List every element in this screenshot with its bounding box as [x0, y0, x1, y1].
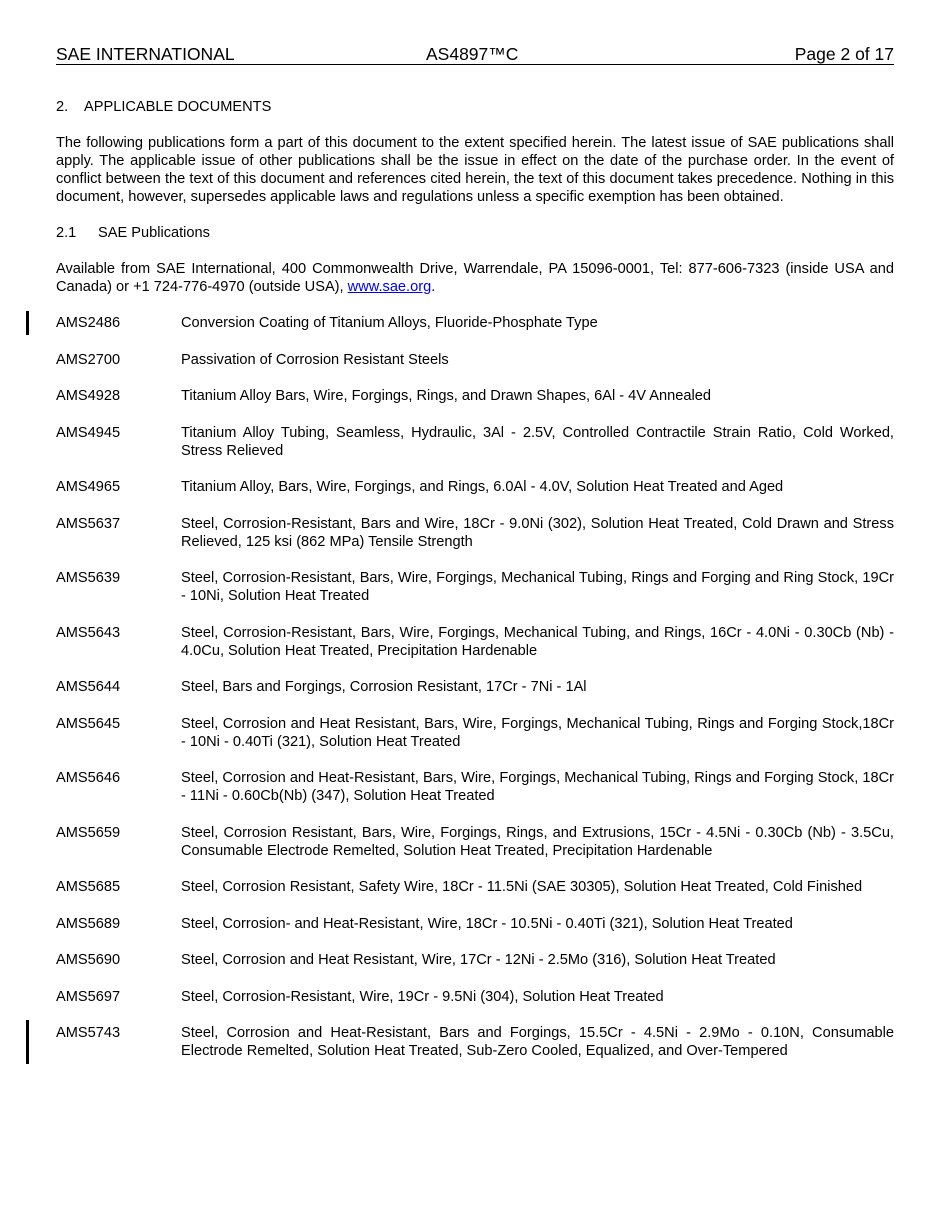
- page-header: [56, 44, 894, 65]
- reference-code: AMS4945: [56, 424, 121, 441]
- reference-code: AMS5685: [56, 879, 121, 895]
- reference-row: [56, 915, 894, 933]
- revision-change-bar: [26, 311, 29, 335]
- revision-change-bar: [26, 1020, 29, 1064]
- reference-code: AMS5697: [56, 988, 121, 1005]
- section-heading: [56, 98, 894, 116]
- reference-list: [56, 314, 894, 1060]
- reference-code: AMS5639: [56, 570, 121, 586]
- reference-title: Steel, Corrosion Resistant, Safety Wire, 18Cr - 11.5Ni (SAE 30305), Solution Heat Treated, Cold Finished: [181, 879, 863, 895]
- reference-code: AMS2700: [56, 351, 121, 368]
- subsection-heading: [56, 224, 894, 242]
- reference-code: AMS5637: [56, 515, 121, 532]
- header-org: SAE INTERNATIONAL: [56, 44, 235, 64]
- reference-title: Titanium Alloy Bars, Wire, Forgings, Rings, and Drawn Shapes, 6Al - 4V Annealed: [181, 388, 711, 404]
- reference-row: [56, 478, 894, 496]
- reference-row: [56, 351, 894, 369]
- reference-row: [56, 988, 894, 1006]
- reference-title: Titanium Alloy Tubing, Seamless, Hydraulic, 3Al - 2.5V, Controlled Contractile Strain Ratio, Cold Worked, Stress Relieved: [181, 424, 894, 459]
- reference-code: AMS5643: [56, 624, 121, 641]
- reference-code: AMS2486: [56, 315, 121, 331]
- reference-code: AMS5659: [56, 824, 121, 841]
- reference-title: Titanium Alloy, Bars, Wire, Forgings, and Rings, 6.0Al - 4.0V, Solution Heat Treated and Aged: [181, 479, 784, 495]
- reference-row: [56, 624, 894, 660]
- sae-website-link[interactable]: www.sae.org: [347, 279, 432, 295]
- reference-title: Steel, Corrosion and Heat-Resistant, Bars and Forgings, 15.5Cr - 4.5Ni - 2.9Mo - 0.10N, Consumable Electrode Remelted, Solution Heat Treated, Sub-Zero Cooled, Equalized, and Over-Tempered: [181, 1025, 894, 1059]
- reference-title: Steel, Corrosion-Resistant, Bars and Wire, 18Cr - 9.0Ni (302), Solution Heat Treated, Cold Drawn and Stress Relieved, 125 ksi (862 MPa) Tensile Strength: [181, 515, 894, 550]
- reference-row: [56, 387, 894, 405]
- reference-code: AMS5690: [56, 952, 121, 968]
- subsection-title: SAE Publications: [98, 225, 210, 241]
- reference-row: [56, 878, 894, 896]
- reference-title: Steel, Corrosion-Resistant, Wire, 19Cr - 9.5Ni (304), Solution Heat Treated: [181, 988, 664, 1005]
- document-body: [56, 98, 894, 1079]
- section-number: 2.: [56, 99, 69, 115]
- reference-title: Steel, Corrosion-Resistant, Bars, Wire, Forgings, Mechanical Tubing, Rings and Forging and Ring Stock, 19Cr - 10Ni, Solution Heat Treated: [181, 570, 894, 604]
- reference-title: Steel, Corrosion and Heat Resistant, Wire, 17Cr - 12Ni - 2.5Mo (316), Solution Heat Treated: [181, 952, 776, 968]
- reference-code: AMS5689: [56, 915, 121, 932]
- reference-row: [56, 569, 894, 605]
- reference-row: [56, 824, 894, 860]
- reference-title: Conversion Coating of Titanium Alloys, Fluoride-Phosphate Type: [181, 315, 598, 331]
- section-title: APPLICABLE DOCUMENTS: [84, 99, 272, 115]
- reference-row: [56, 715, 894, 751]
- reference-title: Steel, Bars and Forgings, Corrosion Resistant, 17Cr - 7Ni - 1Al: [181, 679, 587, 695]
- reference-row: [56, 424, 894, 460]
- reference-title: Steel, Corrosion and Heat-Resistant, Bars, Wire, Forgings, Mechanical Tubing, Rings and Forging Stock, 18Cr - 11Ni - 0.60Cb(Nb) (347), Solution Heat Treated: [181, 770, 894, 804]
- reference-row: [56, 769, 894, 805]
- availability-paragraph: [56, 260, 894, 296]
- reference-row: [56, 314, 894, 332]
- reference-title: Passivation of Corrosion Resistant Steels: [181, 351, 449, 368]
- subsection-number: 2.1: [56, 225, 77, 241]
- header-page-number: Page 2 of 17: [794, 44, 894, 64]
- reference-code: AMS5646: [56, 770, 121, 786]
- reference-code: AMS5644: [56, 679, 121, 695]
- reference-row: [56, 678, 894, 696]
- reference-title: Steel, Corrosion Resistant, Bars, Wire, Forgings, Rings, and Extrusions, 15Cr - 4.5Ni - 0.30Cb (Nb) - 3.5Cu, Consumable Electrode Remelted, Solution Heat Treated, Precipitation Hardenable: [181, 824, 894, 859]
- reference-title: Steel, Corrosion-Resistant, Bars, Wire, Forgings, Mechanical Tubing, and Rings, 16Cr - 4.0Ni - 0.30Cb (Nb) - 4.0Cu, Solution Heat Treated, Precipitation Hardenable: [181, 624, 894, 659]
- section-paragraph: The following publications form a part of this document to the extent specified herein. The latest issue of SAE publications shall apply. The applicable issue of other publications shall be the issue in effect on the date of the purchase order. In the event of conflict between the text of this document and references cited herein, the text of this document takes precedence. Nothing in this document, however, supersedes applicable laws and regulations unless a specific exemption has been obtained.: [56, 135, 894, 205]
- header-doc-number: AS4897™C: [426, 44, 519, 64]
- reference-code: AMS5743: [56, 1025, 121, 1041]
- reference-code: AMS4965: [56, 479, 121, 495]
- availability-period: .: [431, 279, 436, 295]
- reference-title: Steel, Corrosion- and Heat-Resistant, Wire, 18Cr - 10.5Ni - 0.40Ti (321), Solution Heat Treated: [181, 915, 793, 932]
- reference-code: AMS4928: [56, 388, 121, 404]
- reference-row: [56, 1024, 894, 1060]
- reference-code: AMS5645: [56, 715, 121, 732]
- availability-text: Available from SAE International, 400 Commonwealth Drive, Warrendale, PA 15096-0001, Tel: 877-606-7323 (inside USA and Canada) or +1 724-776-4970 (outside USA),: [56, 261, 894, 295]
- reference-row: [56, 515, 894, 551]
- reference-title: Steel, Corrosion and Heat Resistant, Bars, Wire, Forgings, Mechanical Tubing, Rings and Forging Stock,18Cr - 10Ni - 0.40Ti (321), Solution Heat Treated: [181, 715, 894, 750]
- reference-row: [56, 951, 894, 969]
